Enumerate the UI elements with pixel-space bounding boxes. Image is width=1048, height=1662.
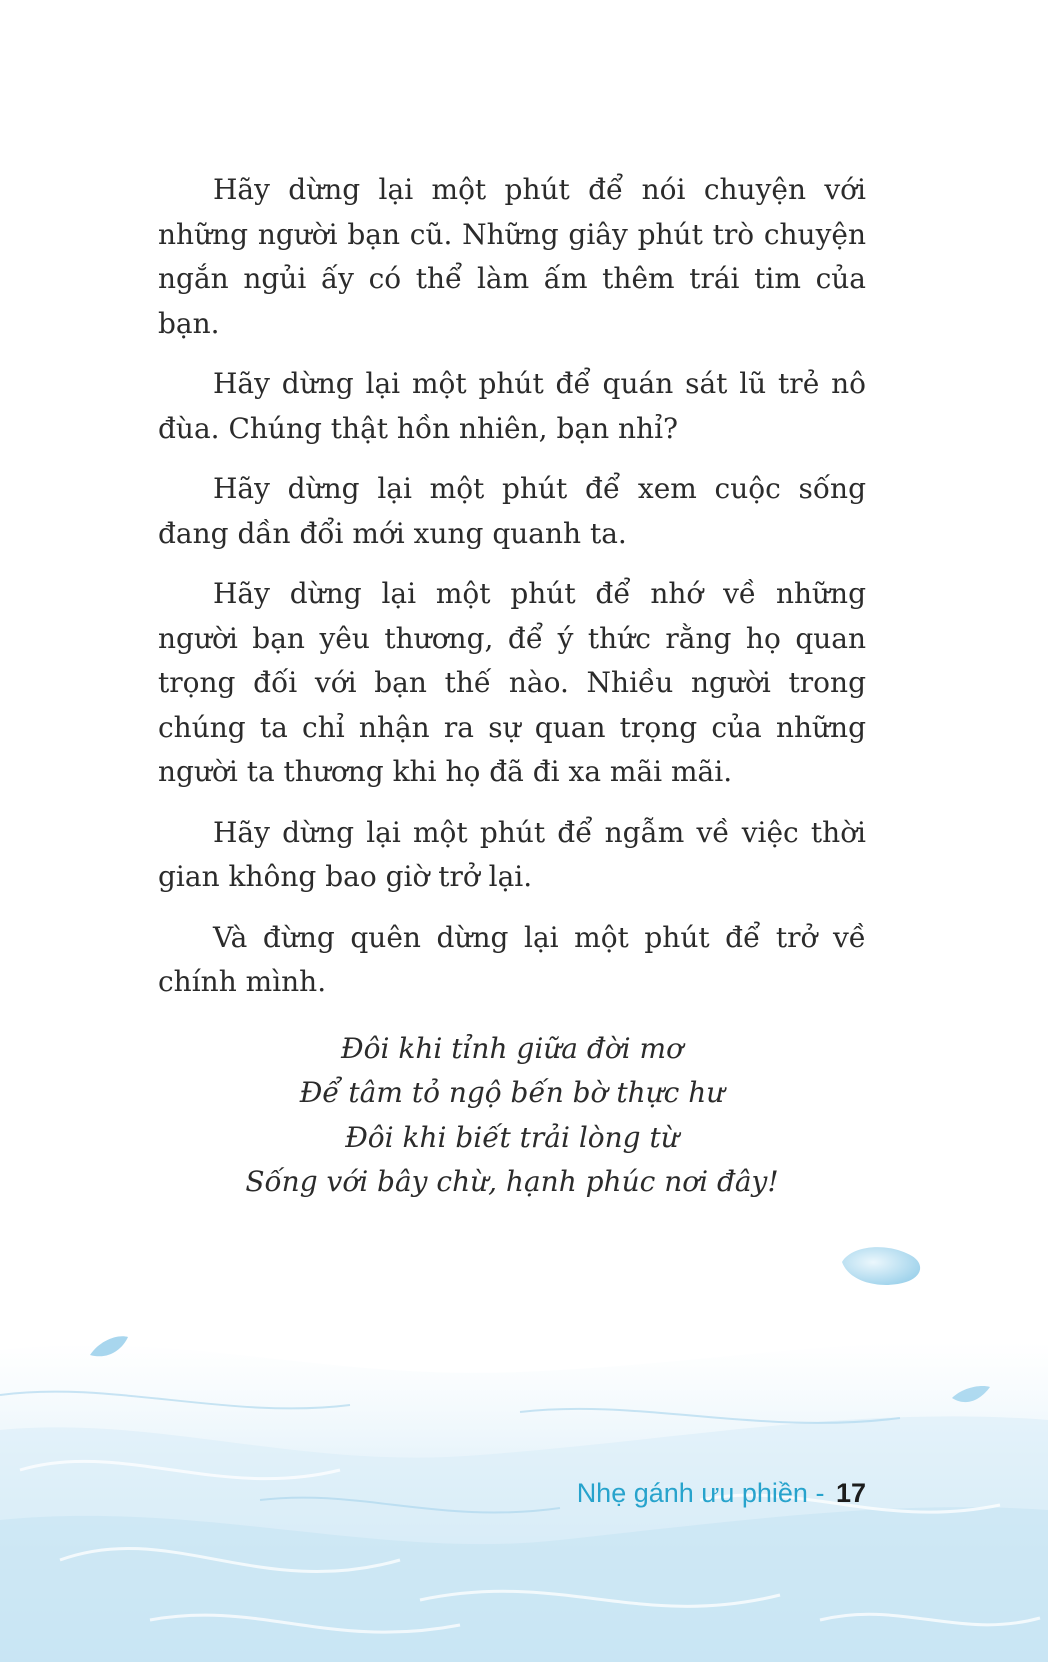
poem-line: Đôi khi biết trải lòng từ	[345, 1120, 679, 1154]
page-footer	[577, 1478, 866, 1509]
paragraph: Hãy dừng lại một phút để quán sát lũ trẻ nô đùa. Chúng thật hồn nhiên, bạn nhỉ?	[158, 367, 866, 445]
paragraph: Hãy dừng lại một phút để ngẫm về việc thời gian không bao giờ trở lại.	[158, 815, 866, 893]
poem-line: Đôi khi tỉnh giữa đời mơ	[341, 1031, 683, 1065]
poem-line: Để tâm tỏ ngộ bến bờ thực hư	[299, 1076, 725, 1109]
book-title: Nhẹ gánh ưu phiền	[576, 1478, 808, 1508]
paragraph: Hãy dừng lại một phút để nói chuyện với những người bạn cũ. Những giây phút trò chuyện ngắn ngủi ấy có thể làm ấm thêm trái tim của bạn.	[158, 173, 866, 340]
paragraph: Và đừng quên dừng lại một phút để trở về chính mình.	[158, 920, 866, 998]
paragraph: Hãy dừng lại một phút để xem cuộc sống đang dần đổi mới xung quanh ta.	[158, 472, 866, 550]
footer-separator: -	[807, 1478, 832, 1508]
page-number: 17	[835, 1478, 866, 1508]
paragraph: Hãy dừng lại một phút để nhớ về những người bạn yêu thương, để ý thức rằng họ quan trọng đối với bạn thế nào. Nhiều người trong chúng ta chỉ nhận ra sự quan trọng của những người ta thương khi họ đã đi xa mãi mãi.	[158, 577, 866, 788]
poem-line: Sống với bây chừ, hạnh phúc nơi đây!	[245, 1165, 779, 1198]
main-text	[158, 168, 866, 1205]
poem	[158, 1027, 866, 1205]
